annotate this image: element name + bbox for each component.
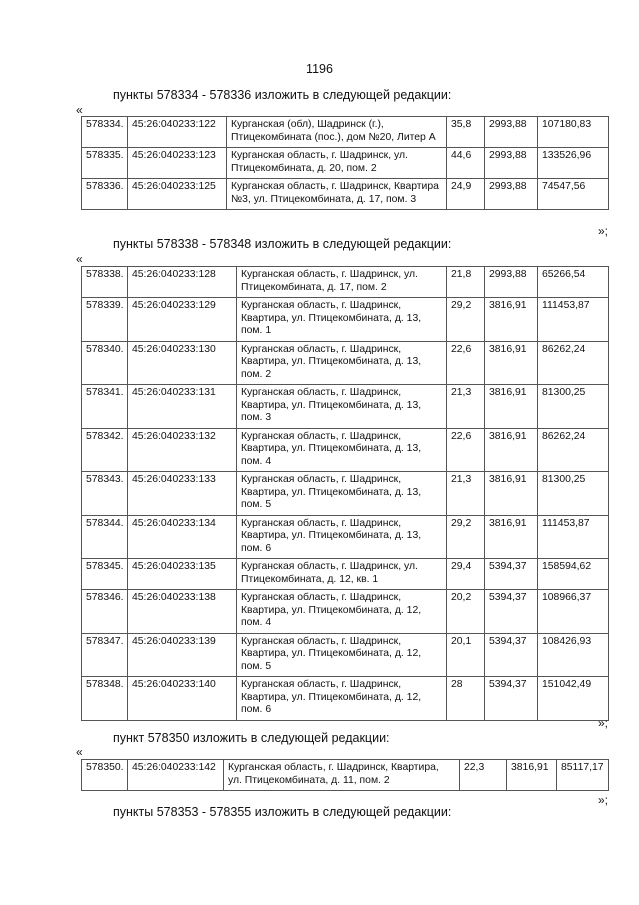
address-cell: Курганская область, г. Шадринск, Квартира, ул. Птицекомбината, д. 13, пом. 3 (237, 385, 447, 429)
address-cell: Курганская область, г. Шадринск, Квартира, ул. Птицекомбината, д. 11, пом. 2 (224, 760, 460, 791)
register-table (81, 116, 609, 210)
address-cell: Курганская область, г. Шадринск, Квартира, ул. Птицекомбината, д. 13, пом. 5 (237, 472, 447, 516)
cadastral-number-cell: 45:26:040233:132 (128, 428, 237, 472)
area-cell: 22,6 (447, 341, 485, 385)
area-cell: 29,2 (447, 298, 485, 342)
cadastral-value-cell: 133526,96 (538, 148, 609, 179)
row-number-cell: 578342. (82, 428, 128, 472)
row-number-cell: 578336. (82, 179, 128, 210)
cadastral-value-cell: 151042,49 (538, 677, 609, 721)
open-quote: « (76, 103, 83, 117)
value-rate-cell: 5394,37 (485, 633, 538, 677)
address-cell: Курганская область, г. Шадринск, ул. Птицекомбината, д. 17, пом. 2 (237, 267, 447, 298)
section-heading: пункт 578350 изложить в следующей редакции: (113, 731, 390, 745)
area-cell: 20,2 (447, 590, 485, 634)
cadastral-value-cell: 85117,17 (557, 760, 609, 791)
open-quote: « (76, 252, 83, 266)
cadastral-value-cell: 81300,25 (538, 385, 609, 429)
row-number-cell: 578348. (82, 677, 128, 721)
table-row (82, 590, 609, 634)
page-number: 1196 (306, 62, 333, 76)
cadastral-value-cell: 108426,93 (538, 633, 609, 677)
area-cell: 21,3 (447, 385, 485, 429)
value-rate-cell: 3816,91 (485, 428, 538, 472)
cadastral-value-cell: 107180,83 (538, 117, 609, 148)
address-cell: Курганская область, г. Шадринск, Квартира №3, ул. Птицекомбината, д. 17, пом. 3 (227, 179, 447, 210)
value-rate-cell: 2993,88 (485, 148, 538, 179)
value-rate-cell: 2993,88 (485, 117, 538, 148)
table-row (82, 677, 609, 721)
table-row (82, 117, 609, 148)
table-row (82, 428, 609, 472)
value-rate-cell: 3816,91 (485, 298, 538, 342)
value-rate-cell: 3816,91 (485, 385, 538, 429)
register-table (81, 266, 609, 721)
section-heading: пункты 578334 - 578336 изложить в следующей редакции: (113, 88, 452, 102)
area-cell: 20,1 (447, 633, 485, 677)
cadastral-value-cell: 158594,62 (538, 559, 609, 590)
table-row (82, 385, 609, 429)
row-number-cell: 578345. (82, 559, 128, 590)
table-row (82, 267, 609, 298)
area-cell: 35,8 (447, 117, 485, 148)
table-row (82, 760, 609, 791)
cadastral-number-cell: 45:26:040233:140 (128, 677, 237, 721)
close-quote: »; (597, 224, 608, 238)
value-rate-cell: 3816,91 (485, 515, 538, 559)
row-number-cell: 578343. (82, 472, 128, 516)
cadastral-number-cell: 45:26:040233:135 (128, 559, 237, 590)
area-cell: 29,2 (447, 515, 485, 559)
cadastral-value-cell: 108966,37 (538, 590, 609, 634)
cadastral-value-cell: 86262,24 (538, 341, 609, 385)
cadastral-number-cell: 45:26:040233:122 (128, 117, 227, 148)
cadastral-number-cell: 45:26:040233:133 (128, 472, 237, 516)
cadastral-value-cell: 86262,24 (538, 428, 609, 472)
close-quote: »; (597, 793, 608, 807)
cadastral-number-cell: 45:26:040233:130 (128, 341, 237, 385)
address-cell: Курганская область, г. Шадринск, Квартира, ул. Птицекомбината, д. 13, пом. 1 (237, 298, 447, 342)
cadastral-number-cell: 45:26:040233:142 (128, 760, 224, 791)
value-rate-cell: 3816,91 (485, 341, 538, 385)
close-quote: »; (597, 716, 608, 730)
row-number-cell: 578346. (82, 590, 128, 634)
cadastral-number-cell: 45:26:040233:123 (128, 148, 227, 179)
table-row (82, 179, 609, 210)
row-number-cell: 578341. (82, 385, 128, 429)
cadastral-number-cell: 45:26:040233:138 (128, 590, 237, 634)
cadastral-value-cell: 74547,56 (538, 179, 609, 210)
table-row (82, 298, 609, 342)
table-row (82, 633, 609, 677)
area-cell: 29,4 (447, 559, 485, 590)
value-rate-cell: 2993,88 (485, 179, 538, 210)
register-table (81, 759, 609, 791)
row-number-cell: 578347. (82, 633, 128, 677)
value-rate-cell: 5394,37 (485, 559, 538, 590)
cadastral-value-cell: 111453,87 (538, 298, 609, 342)
table-row (82, 341, 609, 385)
address-cell: Курганская область, г. Шадринск, Квартира, ул. Птицекомбината, д. 12, пом. 5 (237, 633, 447, 677)
area-cell: 22,6 (447, 428, 485, 472)
cadastral-number-cell: 45:26:040233:129 (128, 298, 237, 342)
value-rate-cell: 3816,91 (485, 472, 538, 516)
cadastral-number-cell: 45:26:040233:139 (128, 633, 237, 677)
value-rate-cell: 5394,37 (485, 677, 538, 721)
area-cell: 21,3 (447, 472, 485, 516)
address-cell: Курганская (обл), Шадринск (г.), Птицекомбината (пос.), дом №20, Литер А (227, 117, 447, 148)
table-row (82, 472, 609, 516)
cadastral-value-cell: 65266,54 (538, 267, 609, 298)
address-cell: Курганская область, г. Шадринск, Квартира, ул. Птицекомбината, д. 12, пом. 6 (237, 677, 447, 721)
area-cell: 44,6 (447, 148, 485, 179)
open-quote: « (76, 745, 83, 759)
cadastral-value-cell: 81300,25 (538, 472, 609, 516)
address-cell: Курганская область, г. Шадринск, ул. Птицекомбината, д. 20, пом. 2 (227, 148, 447, 179)
row-number-cell: 578334. (82, 117, 128, 148)
table-row (82, 515, 609, 559)
cadastral-number-cell: 45:26:040233:131 (128, 385, 237, 429)
area-cell: 21,8 (447, 267, 485, 298)
address-cell: Курганская область, г. Шадринск, Квартира, ул. Птицекомбината, д. 13, пом. 4 (237, 428, 447, 472)
area-cell: 24,9 (447, 179, 485, 210)
row-number-cell: 578338. (82, 267, 128, 298)
address-cell: Курганская область, г. Шадринск, ул. Птицекомбината, д. 12, кв. 1 (237, 559, 447, 590)
cadastral-number-cell: 45:26:040233:134 (128, 515, 237, 559)
section-heading: пункты 578338 - 578348 изложить в следующей редакции: (113, 237, 452, 251)
address-cell: Курганская область, г. Шадринск, Квартира, ул. Птицекомбината, д. 12, пом. 4 (237, 590, 447, 634)
cadastral-number-cell: 45:26:040233:125 (128, 179, 227, 210)
cadastral-number-cell: 45:26:040233:128 (128, 267, 237, 298)
value-rate-cell: 3816,91 (507, 760, 557, 791)
row-number-cell: 578339. (82, 298, 128, 342)
value-rate-cell: 2993,88 (485, 267, 538, 298)
table-row (82, 559, 609, 590)
table-row (82, 148, 609, 179)
row-number-cell: 578340. (82, 341, 128, 385)
cadastral-value-cell: 111453,87 (538, 515, 609, 559)
area-cell: 28 (447, 677, 485, 721)
row-number-cell: 578335. (82, 148, 128, 179)
row-number-cell: 578350. (82, 760, 128, 791)
area-cell: 22,3 (460, 760, 507, 791)
row-number-cell: 578344. (82, 515, 128, 559)
address-cell: Курганская область, г. Шадринск, Квартира, ул. Птицекомбината, д. 13, пом. 6 (237, 515, 447, 559)
section-heading: пункты 578353 - 578355 изложить в следующей редакции: (113, 805, 452, 819)
value-rate-cell: 5394,37 (485, 590, 538, 634)
address-cell: Курганская область, г. Шадринск, Квартира, ул. Птицекомбината, д. 13, пом. 2 (237, 341, 447, 385)
